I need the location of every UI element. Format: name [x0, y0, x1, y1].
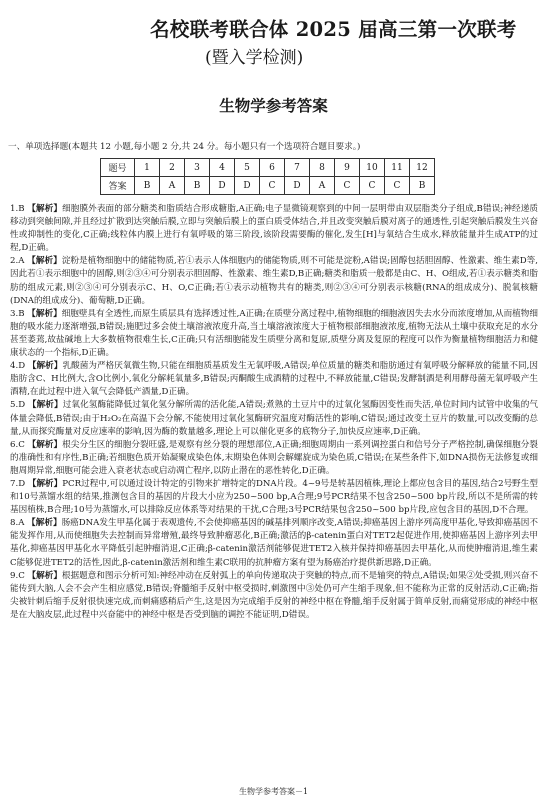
explanation-item	[10, 517, 538, 569]
answer-cell: D	[210, 177, 235, 195]
question-number: 6	[260, 159, 285, 177]
question-number: 8	[310, 159, 335, 177]
item-prefix: 2.A	[10, 256, 28, 267]
explanation-text: 根据题意和图示分析可知:神经冲动在反射弧上的单向传递取决于突触的特点,而不是轴突的特点,A错误;如果②处受损,则兴奋不能传到大脑,人会不会产生相应感觉,B错误;脊髓缩手反射中枢受损时,刺激图中③处仍可产生缩手现象,但不能称为正常的反射活动,C正确;指尖被针刺后缩手反射很快速完成,而刺痛感稍后产生,这是因为完成缩手反射的神经中枢在脊髓,缩手反射属于简单反射,而痛觉形成的神经中枢是在大脑皮层,此过程中兴奋能中的神经中枢是否受到脑的调控不能证明,D错误。	[10, 570, 538, 620]
item-prefix: 1.B	[10, 204, 28, 214]
section-heading: 一、单项选择题(本题共 12 小题,每小题 2 分,共 24 分。每小题只有一个选项符合题目要求。)	[8, 142, 361, 152]
explanation-text: 过氧化氢酶能降低过氧化氢分解所需的活化能,A错误;煮熟的土豆片中的过氧化氢酶因变性而失活,单位时间内试管中收集的气体量会降低,B错误;由于H₂O₂在高温下会分解,不能使用过氧化氢酶研究温度对酶活性的影响,C错误;通过改变土豆片的数量,可以改变酶的总量,从而探究酶量对反应速率的影响,因为酶的数量越多,理论上可以催化更多的底物分子,加快反应速率,D正确。	[10, 400, 538, 437]
answer-cell: D	[285, 177, 310, 195]
explanation-text: 细胞壁具有全透性,而原生质层具有选择透过性,A正确;在质壁分离过程中,植物细胞的细胞液因失去水分而浓度增加,从而植物细胞的吸水能力逐渐增强,B错误;施肥过多会使土壤溶液浓度升高,当土壤溶液浓度大于植物根部细胞液浓度,植物无法从土壤中获取充足的水分甚至萎蔫,故盐碱地上大多数植物很难生长,C正确;只有活细胞能发生质壁分离和复原,质壁分离及复原的程度可以作为衡量植物细胞活力和健康状态的一个指标,D正确。	[10, 308, 538, 359]
analysis-tag: 【解析】	[27, 439, 63, 450]
answer-cell: A	[310, 177, 335, 195]
explanations	[10, 203, 538, 622]
analysis-tag: 【解析】	[27, 478, 63, 489]
item-prefix: 5.D	[10, 400, 28, 411]
answer-cell: B	[410, 177, 435, 195]
explanation-item	[10, 439, 538, 478]
item-prefix: 4.D	[10, 361, 28, 372]
explanation-text: 肠癌DNA发生甲基化属于表观遗传,不会使抑癌基因的碱基排列顺序改变,A错误;抑癌基因上游序列高度甲基化,导致抑癌基因不能发挥作用,从而使细胞失去控制而异常增殖,最终导致肿瘤恶化,B正确;激活的β-catenin蛋白对TET2起促进作用,使抑癌基因上游序列去甲基化,抑癌基因甲基化水平降低引起肿瘤消退,C正确;β-catenin激活剂能够促进TET2入核并保持抑癌基因去甲基化,从而使肿瘤消退,维生素C能够促进TET2的活性,因此,β-catenin激活剂和维生素C联用的抗肿瘤方案有望为肠癌治疗提供新思路,D正确。	[10, 518, 539, 568]
analysis-tag: 【解析】	[27, 570, 62, 581]
question-number: 2	[160, 159, 185, 177]
answer-cell: C	[260, 177, 285, 195]
explanation-text: 淀粉是植物细胞中的储能物质,若①表示人体细胞内的储能物质,则不可能是淀粉,A错误;固醇包括胆固醇、性激素、维生素D等,因此若①表示细胞中的固醇,则②③④可分别表示胆固醇、性激素、维生素D,B正确;糖类和脂质一般都是由C、H、O组成,若①表示糖类和脂肪的组成元素,则②③④可分别表示C、H、O,C正确;若①表示动植物共有的糖类,则②③④可分别表示核糖(RNA的组成成分)、脱氧核糖(DNA的组成成分)、葡萄糖,D正确。	[10, 256, 539, 306]
explanation-item	[10, 360, 538, 399]
row-label-answer: 答案	[101, 177, 135, 195]
answer-cell: C	[335, 177, 360, 195]
exam-title: 名校联考联合体 2025 届高三第一次联考	[150, 18, 517, 41]
explanation-item	[10, 255, 538, 307]
row-label-question: 题号	[101, 159, 135, 177]
analysis-tag: 【解析】	[27, 308, 62, 319]
question-number-row	[101, 159, 435, 177]
analysis-tag: 【解析】	[27, 400, 63, 411]
question-number: 4	[210, 159, 235, 177]
question-number: 1	[135, 159, 160, 177]
explanation-text: 乳酸菌为严格厌氧微生物,只能在细胞质基质发生无氧呼吸,A错误;单位质量的糖类和脂肪通过有氧呼吸分解释放的能量不同,因脂肪含C、H比例大,含O比例小,氧化分解耗氧量多,B错误;丙酮酸生成酒精的过程中,不释放能量,C错误;发酵制酒是利用酵母菌无氧呼吸产生酒精,在此过程中进入氧气会降低产酒量,D正确。	[10, 361, 538, 398]
explanation-item	[10, 203, 538, 255]
answer-cell: C	[360, 177, 385, 195]
answer-cell: B	[185, 177, 210, 195]
answer-cell: B	[135, 177, 160, 195]
item-prefix: 7.D	[10, 478, 28, 489]
explanation-text: 细胞膜外表面的部分糖类和脂质结合形成糖脂,A正确;电子显微镜观察到的中间一层明带由双层脂类分子组成,B错误;神经递质移动到突触间隙,并且经过扩散到达突触后膜,立即与突触后膜上的蛋白质受体结合,并且改变突触后膜对离子的通透性,引起突触后膜发生兴奋性或抑制性的变化,C正确;线粒体内膜上进行有氧呼吸的第三阶段,该阶段需要酶的催化,发生[H]与氧结合生成水,释放能量并生成ATP的过程,D正确。	[10, 204, 538, 254]
question-number: 3	[185, 159, 210, 177]
explanation-item	[10, 308, 538, 360]
explanation-item	[10, 478, 538, 517]
exam-subtitle: (暨入学检测)	[205, 48, 304, 68]
page-footer: 生物学参考答案－1	[238, 787, 309, 796]
question-number: 11	[385, 159, 410, 177]
item-prefix: 8.A	[10, 518, 28, 529]
answer-row	[101, 177, 435, 195]
analysis-tag: 【解析】	[27, 361, 63, 372]
question-number: 5	[235, 159, 260, 177]
question-number: 9	[335, 159, 360, 177]
analysis-tag: 【解析】	[27, 204, 63, 214]
analysis-tag: 【解析】	[27, 518, 62, 529]
question-number: 12	[410, 159, 435, 177]
explanation-item	[10, 570, 538, 622]
document-title: 生物学参考答案	[219, 97, 328, 115]
item-prefix: 3.B	[10, 308, 28, 319]
answer-cell: D	[235, 177, 260, 195]
answer-cell: C	[385, 177, 410, 195]
question-number: 7	[285, 159, 310, 177]
analysis-tag: 【解析】	[27, 256, 62, 267]
question-number: 10	[360, 159, 385, 177]
explanation-item	[10, 399, 538, 438]
explanation-text: PCR过程中,可以通过设计特定的引物来扩增特定的DNA片段。4~9号是转基因植株,理论上都应包含目的基因,结合2号野生型和10号蒸馏水组的结果,推测包含目的基因的片段大小应为250~500 bp,A合理;9号PCR结果不包含250~500 bp片段,所以不是所需的转基因植株,B合理;10号为蒸馏水,可以排除反应体系等对结果的干扰,C合理;3号PCR结果包含250~500 bp片段,应包含目的基因,D不合理。	[10, 478, 538, 516]
item-prefix: 9.C	[10, 570, 28, 581]
answer-cell: A	[160, 177, 185, 195]
item-prefix: 6.C	[10, 439, 28, 450]
explanation-text: 根尖分生区的细胞分裂旺盛,是观察有丝分裂的理想部位,A正确;细胞周期由一系列调控蛋白和信号分子严格控制,确保细胞分裂的准确性和有序性,B正确;若细胞色质开始凝聚成染色体,末期染色体则会解螺旋成为染色质,C错误;在某些条件下,如DNA损伤无法修复或细胞周期异常,细胞可能会进入衰老状态或启动凋亡程序,以防止潜在的恶性转化,D正确。	[10, 439, 538, 476]
answer-table	[100, 158, 435, 195]
